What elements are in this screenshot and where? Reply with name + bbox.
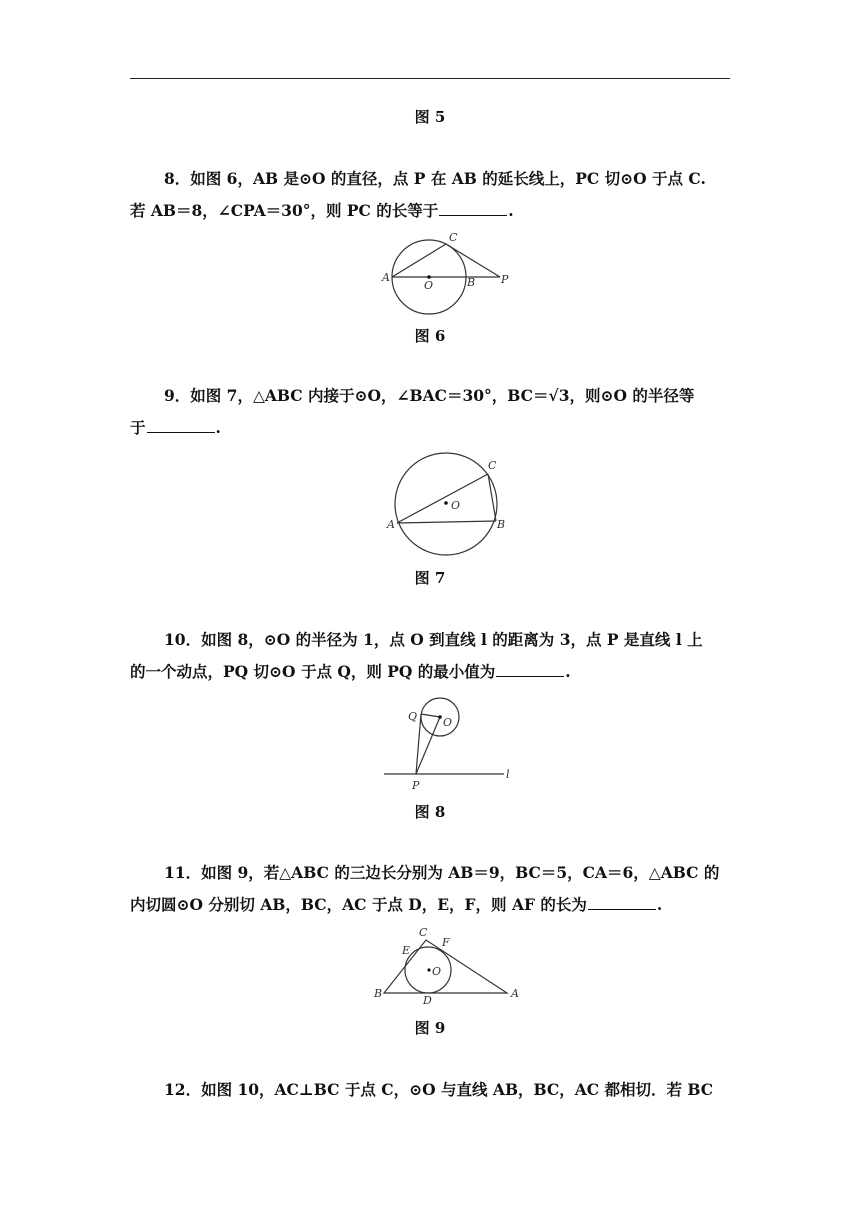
label-b: B bbox=[497, 518, 506, 531]
answer-blank-8[interactable] bbox=[439, 201, 507, 216]
label-d: D bbox=[423, 994, 432, 1007]
radius-oq bbox=[421, 714, 440, 717]
figure-9-diagram bbox=[372, 926, 528, 1010]
question-12 bbox=[130, 1074, 730, 1106]
question-10-line-2 bbox=[130, 656, 730, 688]
figure-6-diagram bbox=[380, 232, 520, 314]
figure-8-diagram bbox=[380, 697, 520, 793]
center-point bbox=[438, 715, 442, 719]
label-p: P bbox=[412, 779, 420, 792]
side-ab bbox=[397, 521, 496, 523]
label-p: P bbox=[501, 273, 509, 286]
figure-9-caption: 图 9 bbox=[414, 1019, 446, 1037]
label-o: O bbox=[424, 279, 434, 292]
question-12-line-1: 12．如图 10，AC⊥BC 于点 C，⊙O 与直线 AB，BC，AC 都相切．若 BC bbox=[164, 1080, 714, 1099]
question-10-line-1: 10．如图 8，⊙O 的半径为 1，点 O 到直线 l 的距离为 3，点 P 是直线 l 上 bbox=[164, 630, 703, 649]
question-11-line-1: 11．如图 9，若△ABC 的三边长分别为 AB＝9，BC＝5，CA＝6，△ABC 的 bbox=[164, 863, 720, 882]
question-11-text: 内切圆⊙O 分别切 AB，BC，AC 于点 D，E，F，则 AF 的长为 bbox=[130, 895, 587, 914]
question-8-text: 若 AB＝8，∠CPA＝30°，则 PC 的长等于 bbox=[130, 201, 439, 220]
answer-blank-10[interactable] bbox=[496, 662, 564, 677]
label-c: C bbox=[449, 231, 458, 244]
center-point bbox=[444, 501, 448, 505]
label-a: A bbox=[387, 518, 395, 531]
label-c: C bbox=[419, 926, 428, 939]
label-o: O bbox=[451, 499, 461, 512]
label-o: O bbox=[432, 965, 442, 978]
figure-8-caption: 图 8 bbox=[414, 803, 446, 821]
question-9-text: 于 bbox=[130, 418, 146, 437]
question-11-period: . bbox=[656, 895, 663, 914]
figure-7-caption: 图 7 bbox=[414, 569, 446, 587]
answer-blank-11[interactable] bbox=[588, 895, 656, 910]
question-9-period: . bbox=[215, 418, 221, 437]
question-11-line-2 bbox=[130, 889, 730, 921]
label-l: l bbox=[506, 768, 510, 781]
figure-5-caption: 图 5 bbox=[414, 108, 446, 126]
label-b: B bbox=[467, 276, 476, 289]
question-10-text: 的一个动点，PQ 切⊙O 于点 Q，则 PQ 的最小值为 bbox=[130, 662, 496, 681]
answer-blank-9[interactable] bbox=[147, 418, 215, 433]
label-f: F bbox=[442, 936, 450, 949]
question-8-line-1: 8．如图 6，AB 是⊙O 的直径，点 P 在 AB 的延长线上，PC 切⊙O 于点 C. bbox=[164, 169, 706, 188]
question-10-period: . bbox=[565, 662, 571, 681]
chord-ac bbox=[392, 244, 446, 277]
side-ac bbox=[397, 474, 488, 523]
question-9-line-1: 9．如图 7，△ABC 内接于⊙O，∠BAC＝30°，BC＝√3，则⊙O 的半径等 bbox=[164, 386, 695, 405]
question-11 bbox=[130, 857, 730, 921]
question-10 bbox=[130, 624, 730, 688]
label-q: Q bbox=[408, 710, 418, 723]
label-c: C bbox=[488, 459, 497, 472]
label-e: E bbox=[402, 944, 411, 957]
question-8-line-2 bbox=[130, 195, 730, 227]
tangent-pc bbox=[446, 244, 500, 277]
header-rule bbox=[130, 78, 730, 79]
label-o: O bbox=[443, 716, 453, 729]
label-a: A bbox=[382, 271, 390, 284]
question-8 bbox=[130, 163, 730, 227]
question-9 bbox=[130, 380, 730, 444]
center-point bbox=[427, 968, 430, 971]
figure-7-diagram bbox=[385, 452, 515, 562]
label-b: B bbox=[374, 987, 383, 1000]
label-a: A bbox=[511, 987, 519, 1000]
question-9-line-2 bbox=[130, 412, 730, 444]
figure-6-caption: 图 6 bbox=[414, 327, 446, 345]
question-8-period: . bbox=[508, 201, 514, 220]
